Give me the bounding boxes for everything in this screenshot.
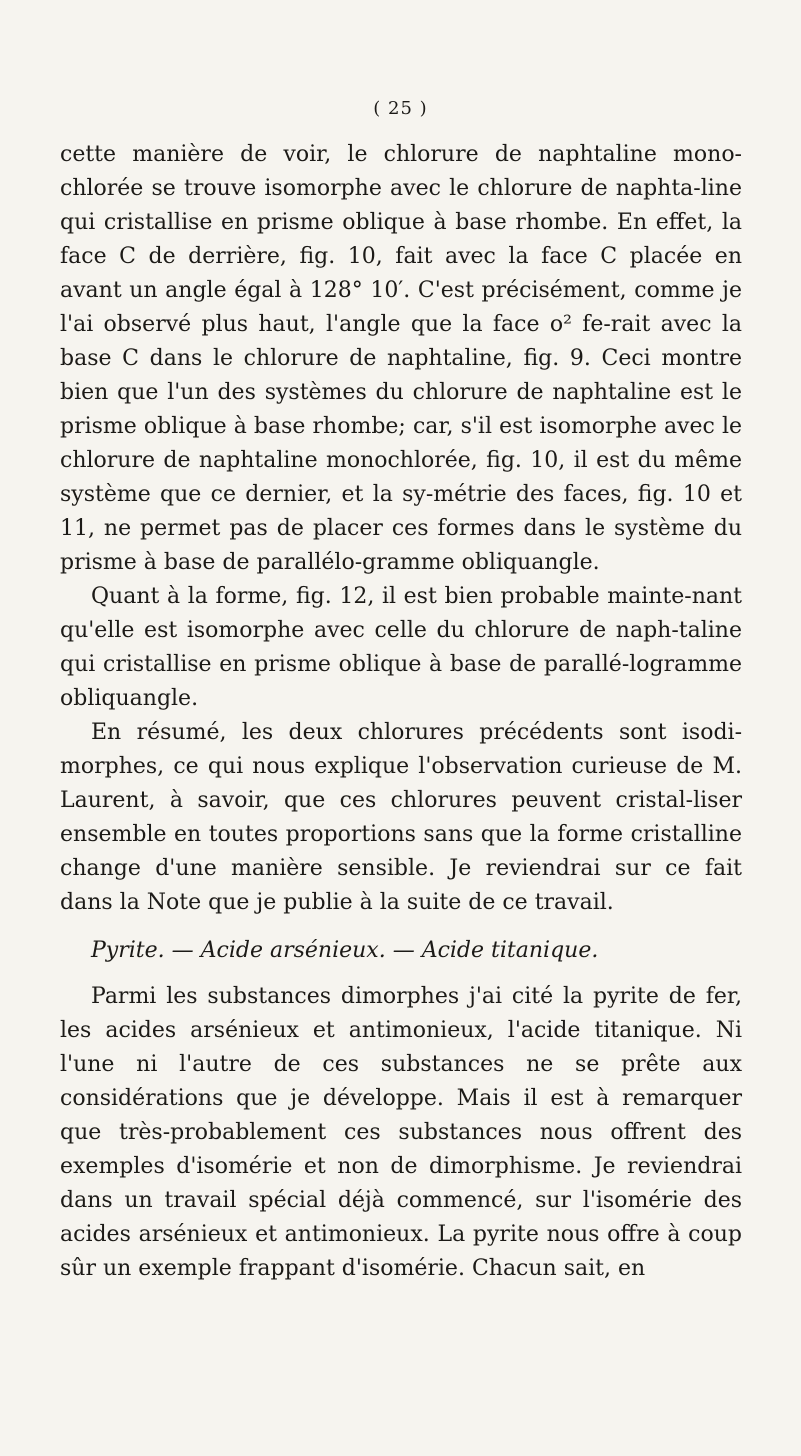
- paragraph-3: En résumé, les deux chlorures précédents sont isodi-morphes, ce qui nous explique l'observation curieuse de M. Laurent, à savoir, que ces chlorures peuvent cristal-liser ensemble en toutes proportions sans que la forme cristalline change d'une manière sensible. Je reviendrai sur ce fait dans la Note que je publie à la suite de ce travail.: [60, 720, 742, 915]
- page-number: ( 25 ): [373, 98, 428, 119]
- paragraph-1: cette manière de voir, le chlorure de naphtaline mono-chlorée se trouve isomorphe avec le chlorure de naphta-line qui cristallise en prisme oblique à base rhombe. En effet, la face C de derrière, fig. 10, fait avec la face C placée en avant un angle égal à 128° 10′. C'est précisément, comme je l'ai observé plus haut, l'angle que la face o² fe-rait avec la base C dans le chlorure de naphtaline, fig. 9. Ceci montre bien que l'un des systèmes du chlorure de naphtaline est le prisme oblique à base rhombe; car, s'il est isomorphe avec le chlorure de naphtaline monochlorée, fig. 10, il est du même système que ce dernier, et la sy-métrie des faces, fig. 10 et 11, ne permet pas de placer ces formes dans le système du prisme à base de parallélo-gramme obliquangle.: [60, 142, 742, 575]
- body-text: [60, 138, 742, 1286]
- section-heading: Pyrite. — Acide arsénieux. — Acide titanique.: [91, 938, 599, 963]
- paragraph-4: Parmi les substances dimorphes j'ai cité la pyrite de fer, les acides arsénieux et antimonieux, l'acide titanique. Ni l'une ni l'autre de ces substances ne se prête aux considérations que je développe. Mais il est à remarquer que très-probablement ces substances nous offrent des exemples d'isomérie et non de dimorphisme. Je reviendrai dans un travail spécial déjà commencé, sur l'isomérie des acides arsénieux et antimonieux. La pyrite nous offre à coup sûr un exemple frappant d'isomérie. Chacun sait, en: [60, 984, 742, 1281]
- paragraph-2: Quant à la forme, fig. 12, il est bien probable mainte-nant qu'elle est isomorphe avec celle du chlorure de naph-taline qui cristallise en prisme oblique à base de parallé-logramme obliquangle.: [60, 584, 742, 711]
